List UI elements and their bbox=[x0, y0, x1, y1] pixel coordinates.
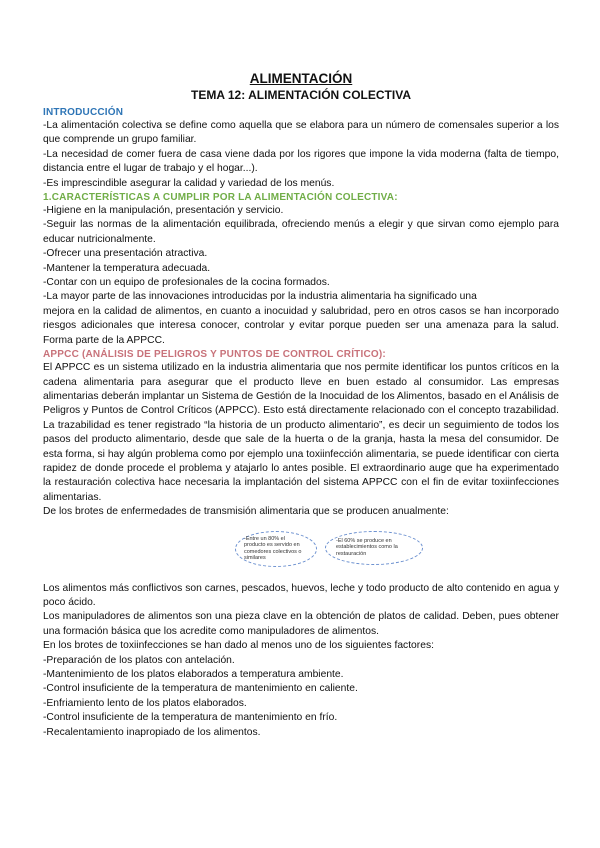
characteristics-item: -Mantener la temperatura adecuada. bbox=[43, 262, 211, 274]
intro-paragraph: -La necesidad de comer fuera de casa viene dada por los rigores que impone la vida moderna (falta de tiempo, distancia entre el lugar de trabajo y el hogar...). bbox=[43, 148, 559, 175]
factor-item: -Control insuficiente de la temperatura de mantenimiento en caliente. bbox=[43, 683, 358, 695]
intro-paragraph: -Es imprescindible asegurar la calidad y variedad de los menús. bbox=[43, 177, 335, 189]
after-diagram-paragraph: En los brotes de toxiinfecciones se han dado al menos uno de los siguientes factores: bbox=[43, 640, 434, 652]
characteristics-item: -Seguir las normas de la alimentación equilibrada, ofreciendo menús a elegir y que sirvan como ejemplo para educar nutricionalmente. bbox=[43, 219, 559, 245]
outbreaks-diagram bbox=[43, 528, 559, 574]
after-diagram-paragraph: Los manipuladores de alimentos son una pieza clave en la obtención de platos de calidad. Deben, pues obtener una formación básica que los acredite como manipuladores de alimentos. bbox=[43, 611, 559, 637]
factor-item: -Recalentamiento inapropiado de los alimentos. bbox=[43, 726, 261, 738]
characteristics-item: -La mayor parte de las innovaciones introducidas por la industria alimentaria ha significado una bbox=[43, 291, 477, 303]
factor-item: -Mantenimiento de los platos elaborados a temperatura ambiente. bbox=[43, 669, 344, 680]
factor-item: -Control insuficiente de la temperatura de mantenimiento en frío. bbox=[43, 712, 338, 724]
characteristics-item: -Ofrecer una presentación atractiva. bbox=[43, 248, 208, 260]
diagram-oval-right-text: -El 60% se produce en establecimientos como la restauración bbox=[336, 537, 398, 557]
appcc-body: El APPCC es un sistema utilizado en la industria alimentaria que nos permite identificar los puntos críticos en la cadena alimentaria para asegurar que el producto lleve en buen estado al consumidor. Las empresas alimentarias deberán implantar un Sistema de Gestión de la Inocuidad de los Alimentos, basado en el Análisis de Peligros y Puntos de Control Críticos (APPCC). Esto está directamente relacionado con el concepto trazabilidad. La trazabilidad es tener registrado “la historia de un producto alimentario”, es decir un seguimiento de todos los pasos del producto alimentario, desde que sale de la huerta o de la granja, hasta la mesa del consumidor. De esta forma, si hay algún problema como por ejemplo una toxiinfección alimentaria, se puede identificar con cierta rapidez de donde procede el problema y atajarlo lo antes posible. El extraordinario auge que ha experimentado la restauración colectiva hace necesaria la implantación del sistema APPCC con el fin de evitar toxiinfecciones alimentarias. bbox=[43, 362, 559, 503]
document-page bbox=[43, 70, 559, 740]
characteristics-item: mejora en la calidad de alimentos, en cuanto a inocuidad y salubridad, pero en otros casos se han incorporado riesgos adicionales que interesa conocer, controlar y evitar porque pueden ser una amenaza para la salud. Forma parte de la APPCC. bbox=[43, 305, 559, 346]
outbreaks-intro: De los brotes de enfermedades de transmisión alimentaria que se producen anualmente: bbox=[43, 506, 449, 518]
appcc-heading: APPCC (ANÁLISIS DE PELIGROS Y PUNTOS DE CONTROL CRÍTICO): bbox=[43, 349, 386, 361]
characteristics-item: -Higiene en la manipulación, presentación y servicio. bbox=[43, 205, 284, 217]
diagram-oval-right bbox=[325, 531, 423, 565]
document-title: ALIMENTACIÓN bbox=[249, 71, 353, 86]
intro-heading: INTRODUCCIÓN bbox=[43, 107, 124, 118]
document-subtitle: TEMA 12: ALIMENTACIÓN COLECTIVA bbox=[191, 88, 411, 102]
characteristics-item: -Contar con un equipo de profesionales de la cocina formados. bbox=[43, 277, 330, 289]
characteristics-heading: 1.CARACTERÍSTICAS A CUMPLIR POR LA ALIMENTACIÓN COLECTIVA: bbox=[43, 192, 398, 204]
factor-item: -Enfriamiento lento de los platos elaborados. bbox=[43, 697, 247, 709]
diagram-oval-left-text: -Entre un 80% el producto es servido en comedores colectivos o similares bbox=[244, 535, 302, 562]
factor-item: -Preparación de los platos con antelación. bbox=[43, 654, 235, 666]
intro-paragraph: -La alimentación colectiva se define como aquella que se elabora para un número de comensales superior a los que comprende un grupo familiar. bbox=[43, 120, 559, 146]
diagram-oval-left bbox=[235, 531, 317, 567]
after-diagram-paragraph: Los alimentos más conflictivos son carnes, pescados, huevos, leche y todo producto de alto contenido en agua y poco ácido. bbox=[43, 582, 559, 608]
